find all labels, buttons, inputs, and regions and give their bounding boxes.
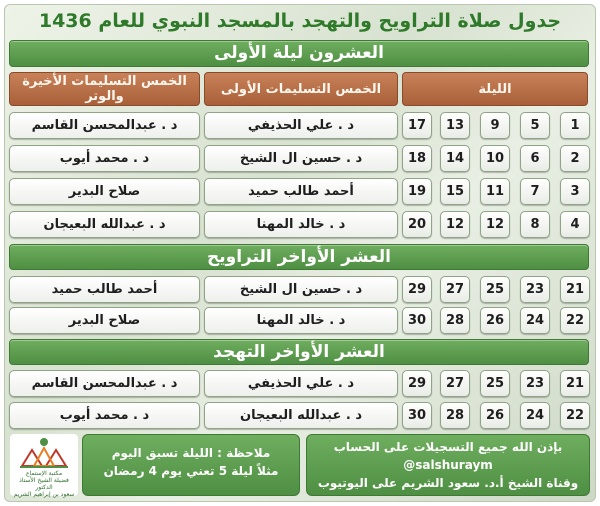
night-number: 24 bbox=[520, 307, 550, 334]
header-last-five: الخمس التسليمات الأخيرة والوتر bbox=[9, 72, 200, 106]
page-title: جدول صلاة التراويح والتهجد بالمسجد النبوي للعام 1436 bbox=[38, 10, 562, 32]
imam-last-five: د . عبدالله البعيجان bbox=[9, 211, 200, 238]
imam-first-five: د . خالد المهنا bbox=[204, 307, 398, 334]
night-number: 10 bbox=[480, 145, 510, 172]
night-number: 24 bbox=[520, 402, 550, 429]
night-number: 27 bbox=[440, 370, 470, 397]
night-number: 12 bbox=[440, 211, 470, 238]
night-number: 8 bbox=[520, 211, 550, 238]
night-number: 23 bbox=[520, 370, 550, 397]
night-number: 7 bbox=[520, 178, 550, 205]
night-number: 13 bbox=[440, 112, 470, 139]
imam-last-five: صلاح البدير bbox=[9, 178, 200, 205]
note-line-2: مثلاً ليلة 5 تعني يوم 4 رمضان bbox=[103, 464, 279, 478]
night-number: 21 bbox=[560, 370, 590, 397]
night-number: 25 bbox=[480, 276, 510, 303]
section-first-twenty: العشرون ليلة الأولى bbox=[9, 40, 589, 67]
credits-line-1: بإذن الله جميع التسجيلات على الحساب bbox=[333, 440, 563, 454]
night-number: 2 bbox=[560, 145, 590, 172]
night-number: 26 bbox=[480, 402, 510, 429]
logo-line-1: مكتبة الإستماع bbox=[25, 470, 63, 477]
section-tahajjud: العشر الأواخر التهجد bbox=[9, 339, 589, 365]
imam-first-five: د . علي الحذيفي bbox=[204, 370, 398, 397]
night-number: 12 bbox=[480, 211, 510, 238]
imam-first-five: د . عبدالله البعيجان bbox=[204, 402, 398, 429]
imam-last-five: صلاح البدير bbox=[9, 307, 200, 334]
night-number: 5 bbox=[520, 112, 550, 139]
night-number: 6 bbox=[520, 145, 550, 172]
twitter-handle[interactable]: @salshuraym bbox=[403, 458, 493, 472]
night-number: 22 bbox=[560, 307, 590, 334]
imam-first-five: د . خالد المهنا bbox=[204, 211, 398, 238]
imam-last-five: د . محمد أيوب bbox=[9, 402, 200, 429]
night-number: 15 bbox=[440, 178, 470, 205]
imam-last-five: د . عبدالمحسن القاسم bbox=[9, 370, 200, 397]
night-number: 19 bbox=[402, 178, 432, 205]
night-number: 4 bbox=[560, 211, 590, 238]
night-number: 30 bbox=[402, 402, 432, 429]
note-line-1: ملاحظة : الليلة تسبق اليوم bbox=[111, 446, 271, 460]
night-number: 23 bbox=[520, 276, 550, 303]
night-number: 28 bbox=[440, 402, 470, 429]
logo-line-3: سعود بن إبراهيم الشريم bbox=[13, 491, 75, 498]
imam-first-five: د . علي الحذيفي bbox=[204, 112, 398, 139]
night-number: 20 bbox=[402, 211, 432, 238]
imam-first-five: أحمد طالب حميد bbox=[204, 178, 398, 205]
imam-first-five: د . حسين ال الشيخ bbox=[204, 276, 398, 303]
night-number: 30 bbox=[402, 307, 432, 334]
night-number: 21 bbox=[560, 276, 590, 303]
night-number: 26 bbox=[480, 307, 510, 334]
night-number: 17 bbox=[402, 112, 432, 139]
night-number: 9 bbox=[480, 112, 510, 139]
credits-line-2: وقناة الشيخ أ.د. سعود الشريم على اليوتيوب bbox=[317, 476, 579, 490]
imam-last-five: د . محمد أيوب bbox=[9, 145, 200, 172]
section-tarawih: العشر الأواخر التراويح bbox=[9, 244, 589, 270]
imam-last-five: د . عبدالمحسن القاسم bbox=[9, 112, 200, 139]
night-number: 14 bbox=[440, 145, 470, 172]
mosque-logo-icon bbox=[14, 436, 74, 470]
imam-last-five: أحمد طالب حميد bbox=[9, 276, 200, 303]
night-number: 27 bbox=[440, 276, 470, 303]
night-number: 18 bbox=[402, 145, 432, 172]
night-number: 1 bbox=[560, 112, 590, 139]
night-number: 29 bbox=[402, 276, 432, 303]
logo-line-2: فضيلة الشيخ الأستاذ الدكتور bbox=[19, 477, 69, 491]
night-number: 11 bbox=[480, 178, 510, 205]
night-number: 28 bbox=[440, 307, 470, 334]
library-logo bbox=[10, 434, 78, 496]
header-first-five: الخمس التسليمات الأولى bbox=[204, 72, 398, 106]
night-number: 3 bbox=[560, 178, 590, 205]
credits-box bbox=[306, 434, 590, 496]
imam-first-five: د . حسين ال الشيخ bbox=[204, 145, 398, 172]
night-number: 29 bbox=[402, 370, 432, 397]
note-box bbox=[82, 434, 300, 496]
night-number: 25 bbox=[480, 370, 510, 397]
header-nights: الليلة bbox=[402, 72, 588, 106]
night-number: 22 bbox=[560, 402, 590, 429]
